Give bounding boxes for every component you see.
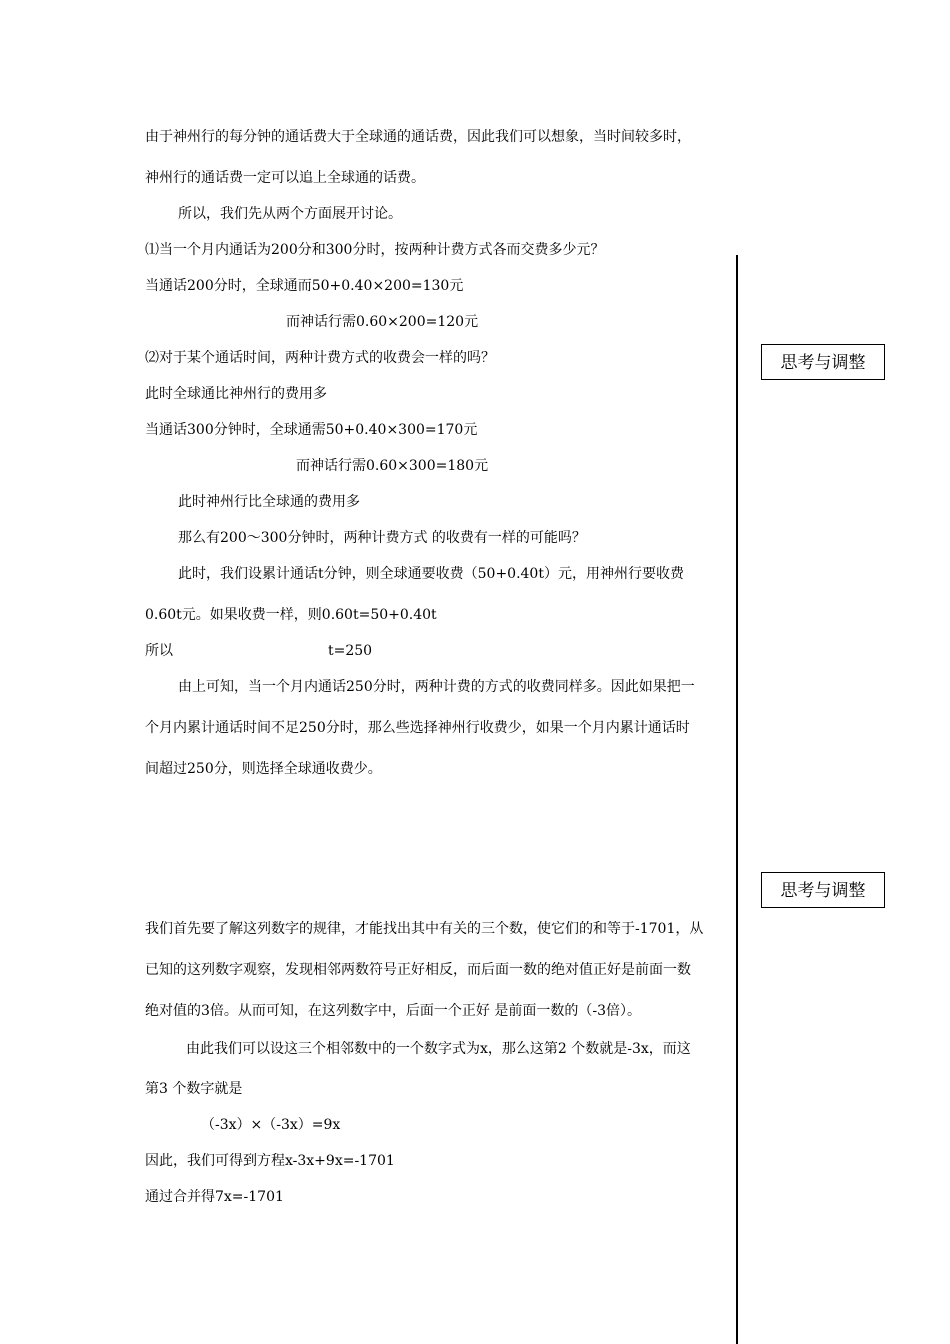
- equation-line: 因此，我们可得到方程x-3x+9x=-1701: [145, 1153, 395, 1169]
- paragraph-line: 绝对值的3倍。从而可知，在这列数字中，后面一个正好 是前面一数的（-3倍）。: [145, 1003, 641, 1019]
- paragraph-line: 当通话200分时，全球通而50+0.40×200=130元: [145, 278, 464, 294]
- margin-note-box: 思考与调整: [761, 872, 885, 908]
- formula-line: t=250: [328, 643, 373, 659]
- paragraph-line: 此时全球通比神州行的费用多: [145, 386, 327, 402]
- formula-line: 而神话行需0.60×200=120元: [286, 314, 479, 330]
- paragraph-line: 0.60t元。如果收费一样，则0.60t=50+0.40t: [145, 607, 437, 623]
- paragraph-line: 所以: [145, 643, 173, 659]
- question-1: ⑴当一个月内通话为200分和300分时，按两种计费方式各而交费多少元？: [145, 242, 605, 258]
- paragraph-line: 神州行的通话费一定可以追上全球通的话费。: [145, 170, 425, 186]
- equation-line: 通过合并得7x=-1701: [145, 1189, 284, 1205]
- question-2: ⑵对于某个通话时间，两种计费方式的收费会一样的吗？: [145, 350, 495, 366]
- paragraph-line: 由于神州行的每分钟的通话费大于全球通的通话费，因此我们可以想象，当时间较多时，: [145, 129, 691, 145]
- paragraph-line: 第3 个数字就是: [145, 1081, 243, 1097]
- formula-line: 而神话行需0.60×300=180元: [296, 458, 489, 474]
- paragraph-line: 由此我们可以设这三个相邻数中的一个数字式为x，那么这第2 个数就是-3x，而这: [186, 1041, 691, 1057]
- paragraph-line: 当通话300分钟时，全球通需50+0.40×300=170元: [145, 422, 478, 438]
- paragraph-line: 个月内累计通话时间不足250分时，那么些选择神州行收费少，如果一个月内累计通话时: [145, 720, 690, 736]
- paragraph-line: 那么有200～300分钟时，两种计费方式 的收费有一样的可能吗？: [178, 530, 586, 546]
- margin-divider-line: [736, 255, 738, 1344]
- margin-note-box: 思考与调整: [761, 344, 885, 380]
- paragraph-line: 所以，我们先从两个方面展开讨论。: [178, 206, 402, 222]
- paragraph-line: 我们首先要了解这列数字的规律，才能找出其中有关的三个数，使它们的和等于-1701，从: [145, 921, 704, 937]
- paragraph-line: 间超过250分，则选择全球通收费少。: [145, 761, 382, 777]
- paragraph-line: 此时，我们设累计通话t分钟，则全球通要收费（50+0.40t）元，用神州行要收费: [178, 566, 684, 582]
- paragraph-line: 由上可知，当一个月内通话250分时，两种计费的方式的收费同样多。因此如果把一: [178, 679, 695, 695]
- formula-line: （-3x）×（-3x）=9x: [201, 1117, 341, 1133]
- paragraph-line: 已知的这列数字观察，发现相邻两数符号正好相反，而后面一数的绝对值正好是前面一数: [145, 962, 691, 978]
- paragraph-line: 此时神州行比全球通的费用多: [178, 494, 360, 510]
